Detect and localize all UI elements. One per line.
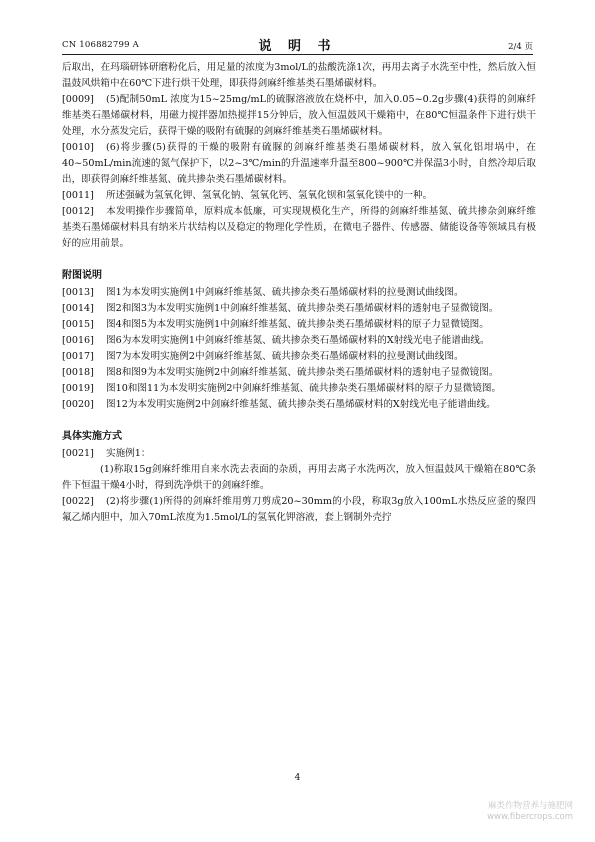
intro-paragraph: 后取出，在玛瑙研钵研磨粉化后，用足量的浓度为3mol/L的盐酸洗涤1次，再用去离子水洗至中性，然后放入恒温鼓风烘箱中在60℃下进行烘干处理，即获得剑麻纤维基类石墨烯碳材料。 bbox=[62, 62, 536, 89]
page-number: 4 bbox=[294, 773, 301, 783]
paragraph-0011 bbox=[62, 188, 536, 204]
document-body bbox=[62, 60, 536, 526]
paragraph-text: 所述强碱为氢氧化钾、氢氧化钠、氢氧化钙、氢氧化钡和氢氧化镁中的一种。 bbox=[106, 190, 433, 201]
section-heading-embodiments: 具体实施方式 bbox=[62, 431, 122, 442]
paragraph-text: 本发明操作步骤简单，原料成本低廉，可实现规模化生产，所得的剑麻纤维基氮、硫共掺杂剑麻纤维基类石墨烯碳材料具有纳米片状结构以及稳定的物理化学性质，在微电子器件、传感器、储能设备等领域具有极好的应用前景。 bbox=[62, 206, 536, 249]
step-1-paragraph: (1)称取15g剑麻纤维用自来水洗去表面的杂质，再用去离子水洗两次，放入恒温鼓风干燥箱在80℃条件下恒温干燥4小时，得到洗净烘干的剑麻纤维。 bbox=[62, 464, 536, 491]
paragraph-0019 bbox=[62, 381, 536, 397]
paragraph-text: 图2和图3为本发明实施例1中剑麻纤维基氮、硫共掺杂类石墨烯碳材料的透射电子显微镜图。 bbox=[106, 303, 499, 314]
paragraph-number: [0013] bbox=[62, 287, 94, 298]
paragraph-text: (5)配制50mL 浓度为15~25mg/mL的硫脲溶液放在烧杯中，加入0.05~0.2g步骤(4)获得的剑麻纤维基类石墨烯碳材料，用磁力搅拌器加热搅拌15分钟后，放入恒温鼓风干燥箱中，在80℃恒温条件下进行烘干处理，水分蒸发完后，获得干燥的吸附有硫脲的剑麻纤维基类石墨烯碳材料。 bbox=[62, 94, 536, 137]
paragraph-text: 图1为本发明实施例1中剑麻纤维基氮、硫共掺杂类石墨烯碳材料的拉曼测试曲线图。 bbox=[106, 287, 464, 298]
patent-number: CN 106882799 A bbox=[62, 40, 139, 50]
paragraph-number: [0019] bbox=[62, 383, 94, 394]
paragraph-0017 bbox=[62, 349, 536, 365]
paragraph-0021 bbox=[62, 446, 536, 462]
paragraph-text: 图4和图5为本发明实施例1中剑麻纤维基氮、硫共掺杂类石墨烯碳材料的原子力显微镜图。 bbox=[106, 319, 489, 330]
paragraph-0009 bbox=[62, 92, 536, 140]
paragraph-number: [0009] bbox=[62, 94, 94, 105]
paragraph-number: [0021] bbox=[62, 448, 94, 459]
paragraph-number: [0011] bbox=[62, 190, 94, 201]
paragraph-number: [0015] bbox=[62, 319, 94, 330]
page-header bbox=[62, 36, 533, 52]
paragraph-0014 bbox=[62, 301, 536, 317]
paragraph-number: [0017] bbox=[62, 351, 94, 362]
paragraph-text: (2)将步骤(1)所得的剑麻纤维用剪刀剪成20~30mm的小段，称取3g放入100mL水热反应釜的聚四氟乙烯内胆中，加入70mL浓度为1.5mol/L的氢氧化钾溶液，套上钢制外壳拧 bbox=[62, 496, 536, 523]
paragraph-0012 bbox=[62, 204, 536, 252]
paragraph-text: 图7为本发明实施例2中剑麻纤维基氮、硫共掺杂类石墨烯碳材料的拉曼测试曲线图。 bbox=[106, 351, 464, 362]
paragraph-0020 bbox=[62, 397, 536, 413]
paragraph-0018 bbox=[62, 365, 536, 381]
header-divider bbox=[62, 54, 533, 55]
paragraph-number: [0020] bbox=[62, 399, 94, 410]
paragraph-number: [0012] bbox=[62, 206, 94, 217]
paragraph-number: [0016] bbox=[62, 335, 94, 346]
page-indicator: 2/4 页 bbox=[508, 42, 533, 52]
paragraph-text: (6)将步骤(5)获得的干燥的吸附有硫脲的剑麻纤维基类石墨烯碳材料，放入氧化铝坩埚中，在40~50mL/min流速的氮气保护下，以2~3℃/min的升温速率升温至800~900℃并保温3小时，自然冷却后取出，即获得剑麻纤维基氮、硫共掺杂类石墨烯碳材料。 bbox=[62, 142, 536, 185]
paragraph-text: 图6为本发明实施例1中剑麻纤维基氮、硫共掺杂类石墨烯碳材料的X射线光电子能谱曲线。 bbox=[106, 335, 490, 346]
watermark-url: www.fibercrops.com bbox=[487, 812, 573, 822]
paragraph-0016 bbox=[62, 333, 536, 349]
paragraph-0015 bbox=[62, 317, 536, 333]
paragraph-text: 图8和图9为本发明实施例2中剑麻纤维基氮、硫共掺杂类石墨烯碳材料的透射电子显微镜图。 bbox=[106, 367, 499, 378]
paragraph-text: 实施例1： bbox=[106, 448, 151, 459]
paragraph-number: [0010] bbox=[62, 142, 94, 153]
paragraph-0022 bbox=[62, 494, 536, 526]
paragraph-0013 bbox=[62, 285, 536, 301]
paragraph-number: [0022] bbox=[62, 496, 94, 507]
watermark bbox=[487, 801, 573, 823]
section-heading-figures: 附图说明 bbox=[62, 270, 102, 281]
paragraph-text: 图12为本发明实施例2中剑麻纤维基氮、硫共掺杂类石墨烯碳材料的X射线光电子能谱曲线。 bbox=[106, 399, 496, 410]
paragraph-number: [0018] bbox=[62, 367, 94, 378]
document-title: 说 明 书 bbox=[258, 39, 337, 54]
paragraph-0010 bbox=[62, 140, 536, 188]
paragraph-text: 图10和图11为本发明实施例2中剑麻纤维基氮、硫共掺杂类石墨烯碳材料的原子力显微镜图。 bbox=[106, 383, 502, 394]
watermark-title: 麻类作物营养与施肥网 bbox=[487, 801, 573, 811]
paragraph-number: [0014] bbox=[62, 303, 94, 314]
